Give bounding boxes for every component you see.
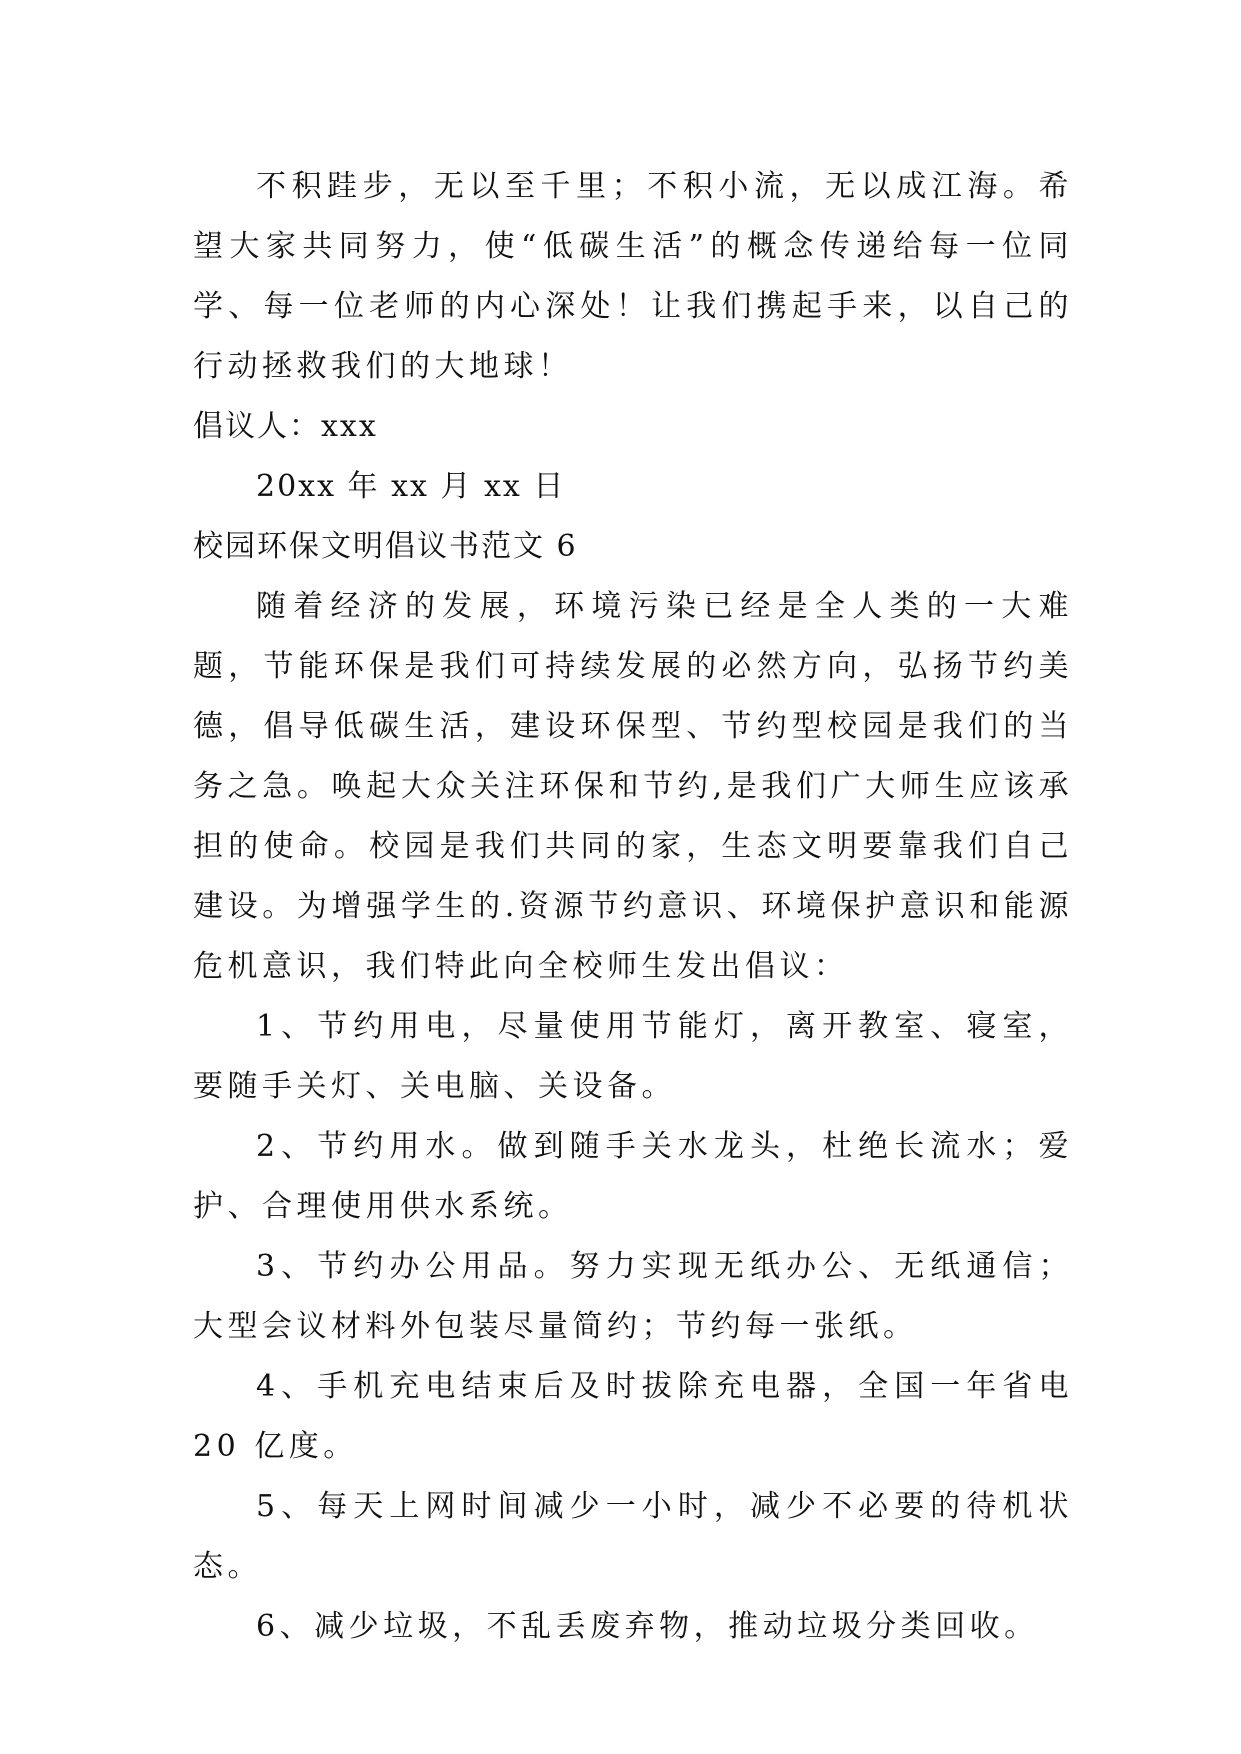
date-line: 20xx 年 xx 月 xx 日 [256,469,566,504]
intro-paragraph: 随着经济的发展，环境污染已经是全人类的一大难题，节能环保是我们可持续发展的必然方向，弘扬节约美德，倡导低碳生活，建设环保型、节约型校园是我们的当务之急。唤起大众关注环保和节约,是我们广大师生应该承担的使命。校园是我们共同的家，生态文明要靠我们自己建设。为增强学生的.资源节约意识、环境保护意识和能源危机意识，我们特此向全校师生发出倡议： [193,589,1073,984]
document-body [193,157,1073,1657]
list-item-3: 3、节约办公用品。努力实现无纸办公、无纸通信；大型会议材料外包装尽量简约；节约每一张纸。 [193,1249,1073,1344]
list-item-2: 2、节约用水。做到随手关水龙头，杜绝长流水；爱护、合理使用供水系统。 [193,1129,1073,1224]
list-item-1: 1、节约用电，尽量使用节能灯，离开教室、寝室，要随手关灯、关电脑、关设备。 [193,1009,1073,1104]
section-title: 校园环保文明倡议书范文 6 [193,529,578,564]
closing-paragraph: 不积跬步，无以至千里；不积小流，无以成江海。希望大家共同努力，使“低碳生活”的概念传递给每一位同学、每一位老师的内心深处！让我们携起手来，以自己的行动拯救我们的大地球！ [193,169,1073,384]
signature-line: 倡议人：xxx [193,409,378,444]
list-item-4: 4、手机充电结束后及时拔除充电器，全国一年省电 20 亿度。 [193,1369,1073,1464]
list-item-6: 6、减少垃圾，不乱丢废弃物，推动垃圾分类回收。 [256,1609,1039,1644]
list-item-5: 5、每天上网时间减少一小时，减少不必要的待机状态。 [193,1489,1073,1584]
